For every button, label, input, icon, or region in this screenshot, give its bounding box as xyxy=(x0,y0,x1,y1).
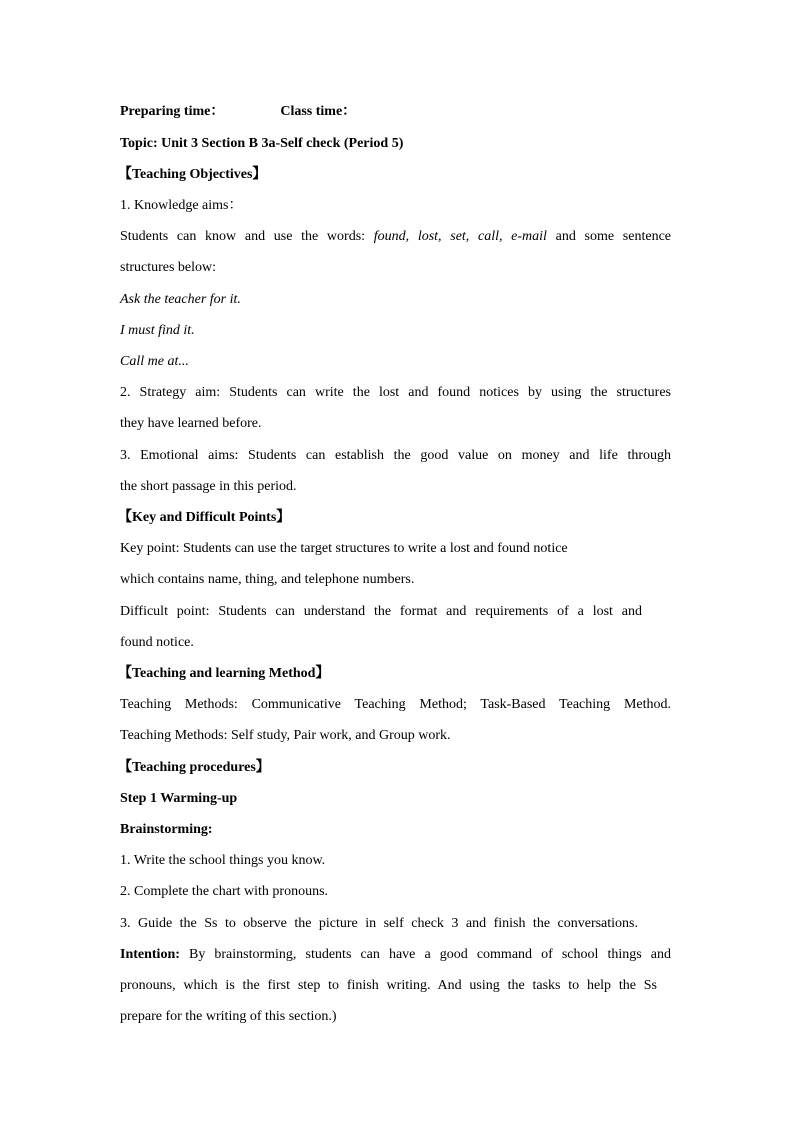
topic-line: Topic: Unit 3 Section B 3a-Self check (Period 5) xyxy=(120,136,404,151)
knowledge-prefix: Students can know and use the words: xyxy=(120,229,374,244)
emotional-aim-line-1: 3. Emotional aims: Students can establish the good value on money and life through xyxy=(120,448,671,463)
difficult-point-line-1: Difficult point: Students can understand the format and requirements of a lost and xyxy=(120,604,642,619)
teaching-objectives-heading: 【Teaching Objectives】 xyxy=(118,167,267,182)
strategy-aim-line-2: they have learned before. xyxy=(120,416,262,431)
teaching-methods-line-1: Teaching Methods: Communicative Teaching Method; Task-Based Teaching Method. xyxy=(120,697,671,712)
intention-line-3: prepare for the writing of this section.) xyxy=(120,1009,337,1024)
structures-line: structures below: xyxy=(120,260,217,275)
intention-line-1 xyxy=(120,946,671,964)
knowledge-suffix: and some sentence xyxy=(546,229,671,244)
procedure-item-3: 3. Guide the Ss to observe the picture in self check 3 and finish the conversations. xyxy=(120,916,638,931)
target-words: found, lost, set, call, e-mail xyxy=(373,229,547,244)
step-1-heading: Step 1 Warming-up xyxy=(120,791,238,806)
preparing-time-label: Preparing time： xyxy=(120,104,225,119)
key-difficult-points-heading: 【Key and Difficult Points】 xyxy=(118,510,291,525)
strategy-aim-line-1: 2. Strategy aim: Students can write the lost and found notices by using the structures xyxy=(120,385,671,400)
header-line xyxy=(120,103,356,121)
intention-text: By brainstorming, students can have a good command of school things and xyxy=(179,947,671,962)
intention-label: Intention: xyxy=(120,947,180,962)
difficult-point-line-2: found notice. xyxy=(120,635,194,650)
teaching-methods-line-2: Teaching Methods: Self study, Pair work, and Group work. xyxy=(120,728,451,743)
key-point-line-2: which contains name, thing, and telephone numbers. xyxy=(120,572,415,587)
teaching-method-heading: 【Teaching and learning Method】 xyxy=(118,666,330,681)
emotional-aim-line-2: the short passage in this period. xyxy=(120,479,297,494)
knowledge-aims-text xyxy=(120,228,671,246)
teaching-procedures-heading: 【Teaching procedures】 xyxy=(118,760,270,775)
example-sentence-3: Call me at... xyxy=(120,354,189,369)
intention-line-2: pronouns, which is the first step to finish writing. And using the tasks to help the Ss xyxy=(120,978,657,993)
brainstorming-heading: Brainstorming: xyxy=(120,822,213,837)
example-sentence-2: I must find it. xyxy=(120,323,195,338)
procedure-item-1: 1. Write the school things you know. xyxy=(120,853,326,868)
key-point-line-1: Key point: Students can use the target structures to write a lost and found notice xyxy=(120,541,568,556)
procedure-item-2: 2. Complete the chart with pronouns. xyxy=(120,884,329,899)
knowledge-aims-heading: 1. Knowledge aims： xyxy=(120,198,243,213)
class-time-label: Class time： xyxy=(280,104,357,119)
example-sentence-1: Ask the teacher for it. xyxy=(120,292,241,307)
